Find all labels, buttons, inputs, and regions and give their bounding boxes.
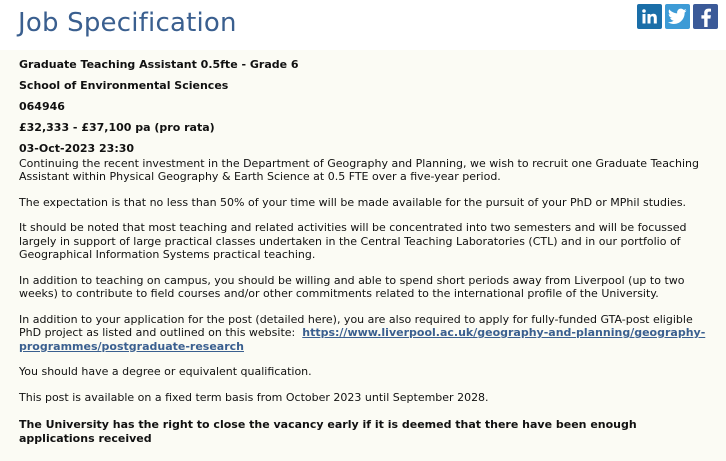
job-reference: 064946 [19,100,65,113]
job-details [0,50,726,461]
job-closing-date: 03-Oct-2023 23:30 [19,142,135,155]
share-buttons [637,4,718,29]
job-department: School of Environmental Sciences [19,79,229,92]
description-paragraph: It should be noted that most teaching and related activities will be concentrated into two semesters and will be focussed largely in support of large practical classes undertaken in the Central Teaching Laboratories (CTL) and in our portfolio of Geographical Information Systems practical teaching. [19,221,687,261]
closing-note: The University has the right to close the vacancy early if it is deemed that there have been enough applications received [19,418,637,445]
description-paragraph: The expectation is that no less than 50% of your time will be made available for the pursuit of your PhD or MPhil studies. [19,195,687,209]
facebook-share-button[interactable] [693,4,718,29]
description-paragraph: This post is available on a fixed term basis from October 2023 until September 2028. [19,390,489,404]
job-salary: £32,333 - £37,100 pa (pro rata) [19,121,215,134]
job-title: Graduate Teaching Assistant 0.5fte - Grade 6 [19,58,299,71]
description-paragraph: In addition to teaching on campus, you should be willing and able to spend short periods away from Liverpool (up to two weeks) to contribute to field courses and/or other commitments related to the international profile of the University. [19,273,685,300]
page-header [0,0,726,46]
description-paragraph: You should have a degree or equivalent qualification. [19,365,312,378]
facebook-icon [697,7,714,27]
description-paragraph [19,313,712,354]
linkedin-icon [641,8,658,25]
job-description [19,157,712,446]
twitter-share-button[interactable] [665,4,690,29]
twitter-icon [668,8,687,25]
job-meta [19,58,712,156]
page-title: Job Specification [18,8,237,38]
linkedin-share-button[interactable] [637,4,662,29]
description-paragraph: Continuing the recent investment in the Department of Geography and Planning, we wish to recruit one Graduate Teaching Assistant within Physical Geography & Earth Science at 0.5 FTE over a five-year period. [19,156,699,183]
application-info-text: In addition to your application for the post (detailed here), you are also required to apply for fully-funded GTA-post eligible PhD project as listed and outlined on this website: [19,312,693,339]
postgraduate-research-link[interactable]: https://www.liverpool.ac.uk/geography-and-planning/geography-programmes/postgraduate-research [19,326,706,353]
